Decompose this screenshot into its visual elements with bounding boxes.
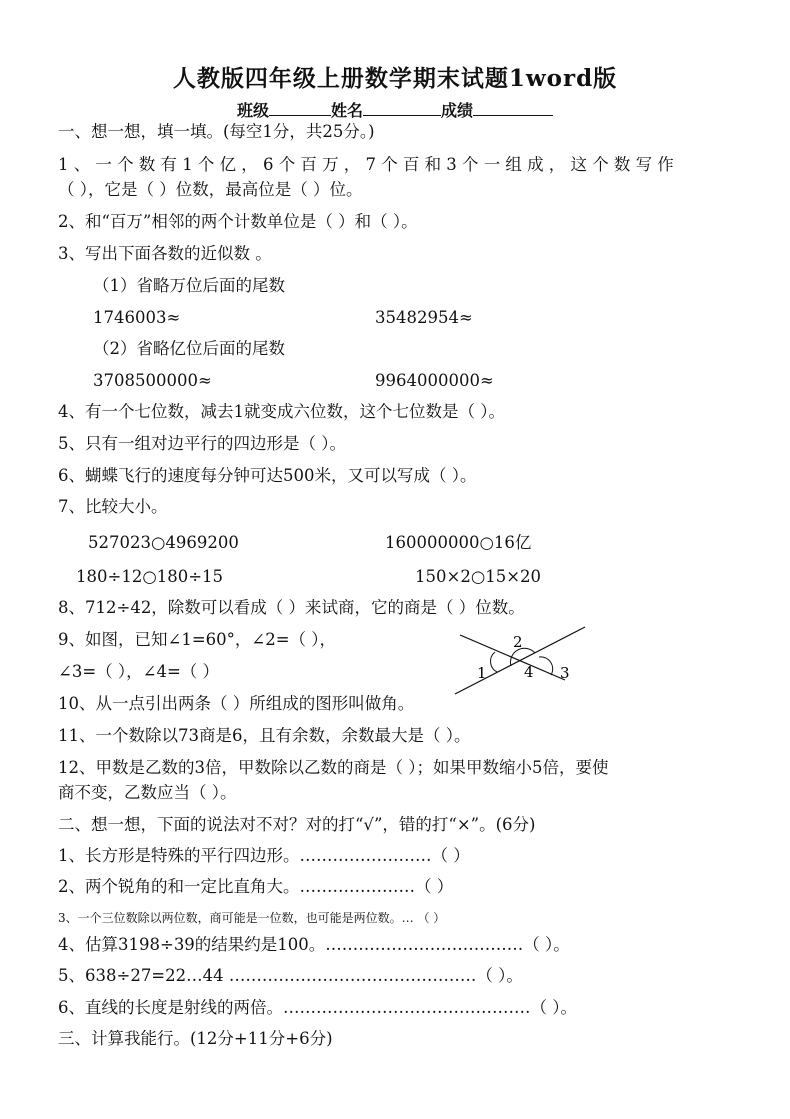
class-label: 班级 xyxy=(236,101,269,120)
judge-item-2: 2、两个锐角的和一定比直角大。…………………（ ） xyxy=(58,877,454,896)
question-9-line-1: 9、如图，已知∠1=60°，∠2=（ ）， xyxy=(58,630,337,649)
approx-item-3: 3708500000≈ xyxy=(93,371,212,390)
angle-label-3: 3 xyxy=(560,664,570,682)
name-blank[interactable] xyxy=(363,101,441,116)
question-12-line-2: 商不变，乙数应当（ ）。 xyxy=(58,783,237,802)
angle-diagram xyxy=(445,622,590,697)
angle-1-arc xyxy=(491,652,497,672)
question-9-line-2: ∠3=（ ），∠4=（ ） xyxy=(58,662,220,681)
student-info-line xyxy=(0,98,790,121)
question-4: 4、有一个七位数，减去1就变成六位数，这个七位数是（ ）。 xyxy=(58,402,505,421)
judge-item-4: 4、估算3198÷39的结果约是100。………………………………（ ）。 xyxy=(58,935,570,954)
judge-item-3: 3、一个三位数除以两位数，商可能是一位数，也可能是两位数。… （ ） xyxy=(58,911,446,925)
judge-item-5: 5、638÷27=22…44 ………………………………………（ ）。 xyxy=(58,966,523,985)
compare-item-2: 160000000○16亿 xyxy=(385,533,532,552)
section-2-heading: 二、想一想，下面的说法对不对？对的打“√”，错的打“×”。(6分) xyxy=(58,815,536,834)
compare-item-4: 150×2○15×20 xyxy=(415,567,542,586)
question-3-part-2: （2）省略亿位后面的尾数 xyxy=(93,339,285,358)
judge-item-1: 1、长方形是特殊的平行四边形。……………………（ ） xyxy=(58,846,470,865)
name-label: 姓名 xyxy=(330,101,363,120)
angle-label-4: 4 xyxy=(524,663,534,681)
angle-label-2: 2 xyxy=(513,633,523,651)
compare-item-3: 180÷12○180÷15 xyxy=(76,567,224,586)
page-title: 人教版四年级上册数学期末试题1word版 xyxy=(172,65,618,92)
question-2: 2、和“百万”相邻的两个计数单位是（ ）和（ ）。 xyxy=(58,212,418,231)
section-1-heading: 一、想一想，填一填。(每空1分，共25分。) xyxy=(58,122,375,141)
approx-item-1: 1746003≈ xyxy=(93,308,181,327)
question-3: 3、写出下面各数的近似数 。 xyxy=(58,244,272,263)
question-5: 5、只有一组对边平行的四边形是（ ）。 xyxy=(58,434,346,453)
judge-item-6: 6、直线的长度是射线的两倍。………………………………………（ ）。 xyxy=(58,998,577,1017)
question-8: 8、712÷42，除数可以看成（ ）来试商，它的商是（ ）位数。 xyxy=(58,598,525,617)
question-3-part-1: （1）省略万位后面的尾数 xyxy=(93,276,285,295)
section-3-heading: 三、计算我能行。(12分+11分+6分) xyxy=(58,1029,333,1048)
question-1-line-1: 1、一个数有1个亿，6个百万，7个百和3个一组成，这个数写作 xyxy=(58,155,679,174)
question-11: 11、一个数除以73商是6，且有余数，余数最大是（ ）。 xyxy=(58,726,471,745)
question-6: 6、蝴蝶飞行的速度每分钟可达500米，又可以写成（ ）。 xyxy=(58,466,477,485)
question-7: 7、比较大小。 xyxy=(58,497,168,516)
question-10: 10、从一点引出两条（ ）所组成的图形叫做角。 xyxy=(58,694,415,713)
compare-item-1: 527023○4969200 xyxy=(88,533,239,552)
approx-item-4: 9964000000≈ xyxy=(375,371,494,390)
score-blank[interactable] xyxy=(473,101,553,116)
class-blank[interactable] xyxy=(269,101,331,116)
question-12-line-1: 12、甲数是乙数的3倍，甲数除以乙数的商是（ ）；如果甲数缩小5倍，要使 xyxy=(58,758,609,777)
angle-label-1: 1 xyxy=(477,664,487,682)
approx-item-2: 35482954≈ xyxy=(375,308,473,327)
score-label: 成绩 xyxy=(441,101,474,120)
question-1-line-2: （ ），它是（ ）位数，最高位是（ ）位。 xyxy=(58,180,363,199)
